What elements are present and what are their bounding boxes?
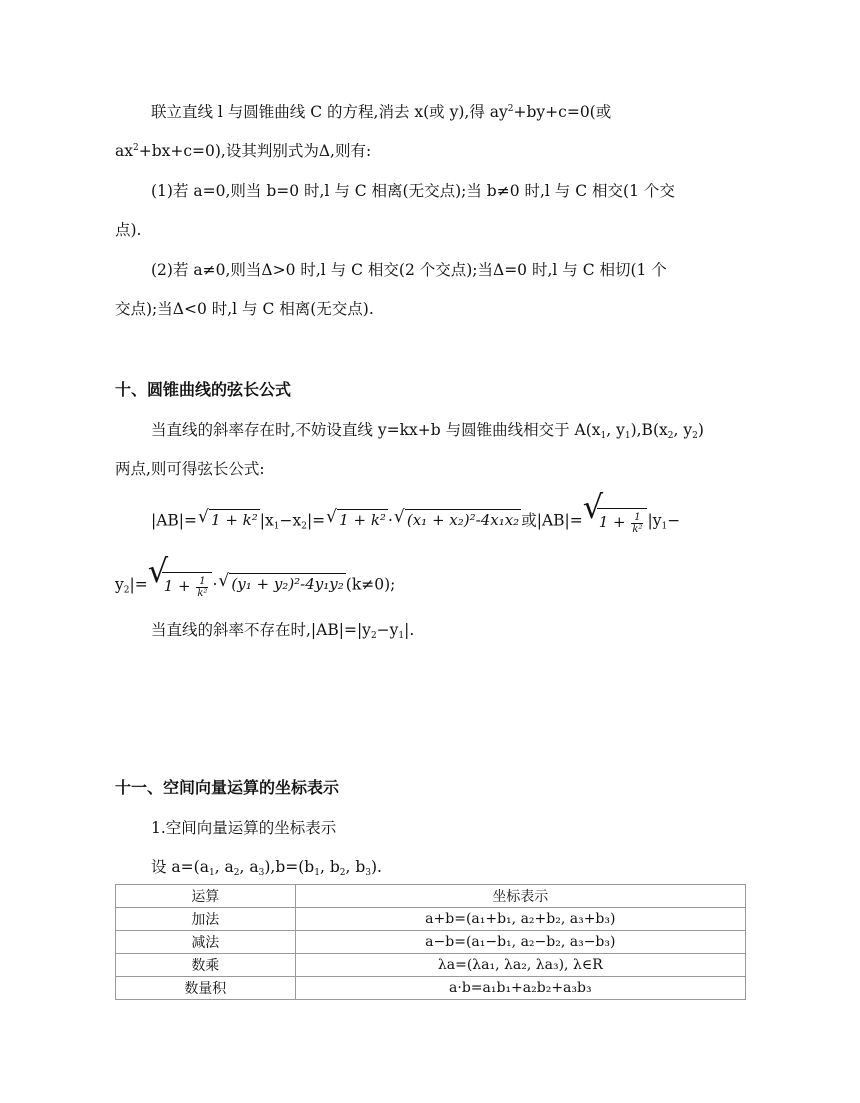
sqrt-2: √ 1 + k² (326, 509, 388, 531)
table-row (116, 977, 746, 1000)
table-row (116, 954, 746, 977)
chord-formula-line-2: $y_2|=√$ 1 + $\frac{1}{\text{k²}}$ ·√ (y₁ + y₂)²-4y₁y₂ (k≠0); (115, 572, 755, 599)
table-header-row (116, 885, 746, 908)
table-cell-op: 数量积 (116, 977, 296, 1000)
table-row (116, 931, 746, 954)
table-cell-op: 减法 (116, 931, 296, 954)
table-cell-expr: λa=(λa₁, λa₂, λa₃), λ∈R (295, 954, 745, 977)
table-header-coordinate: 坐标表示 (295, 885, 745, 908)
table-row (116, 908, 746, 931)
intro-line-3: (1)若 a=0,则当 b=0 时,l 与 C 相离(无交点);当 b≠0 时,l 与 C 相交(1 个交 (151, 182, 675, 200)
section-10-para-2: 两点,则可得弦长公式: (115, 460, 265, 478)
table-cell-op: 加法 (116, 908, 296, 931)
table-header-operation: 运算 (116, 885, 296, 908)
intro-line-4: 点). (115, 221, 142, 239)
section-10-para-3: 当直线的斜率不存在时$,|AB|=|y_2-y_1|$. (151, 621, 415, 641)
section-11-heading: 十一、空间向量运算的坐标表示 (115, 778, 340, 797)
intro-line-2: $ax^2+bx+c=0$),设其判别式为Δ,则有: (115, 142, 372, 160)
table-cell-op: 数乘 (116, 954, 296, 977)
sqrt-frac-2: √ 1 + $\frac{1}{\text{k²}}$ (148, 572, 213, 599)
table-cell-expr: a+b=(a₁+b₁, a₂+b₂, a₃+b₃) (295, 908, 745, 931)
chord-formula-line-1: |AB|=√ 1 + k² $|x_1-x_2|=√$ 1 + k² ·√ (x₁ + x₂)²-4x₁x₂ 或|AB|=√ 1 + $\frac{1}{\text{k²}}$ $|y_1-$ (151, 508, 791, 535)
sqrt-4: √ (y₁ + y₂)²-4y₁y₂ (218, 573, 345, 595)
section-11-subheading: 1.空间向量运算的坐标表示 (151, 819, 337, 837)
vector-coordinate-table (115, 884, 746, 1000)
section-10-heading: 十、圆锥曲线的弦长公式 (115, 380, 292, 399)
intro-line-5: (2)若 a≠0,则当Δ>0 时,l 与 C 相交(2 个交点);当Δ=0 时,l 与 C 相切(1 个 (151, 261, 667, 279)
table-cell-expr: a·b=a₁b₁+a₂b₂+a₃b₃ (295, 977, 745, 1000)
intro-line-1: 联立直线 l 与圆锥曲线 C 的方程,消去 x(或 y),得 $ay^2+by+c=0$(或 (151, 103, 612, 121)
vector-definition: 设 $a=(a_1$, $a_2$, $a_3),b=(b_1$, $b_2$, $b_3$). (151, 858, 382, 878)
section-10-para-1: 当直线的斜率存在时,不妨设直线 y=kx+b 与圆锥曲线相交于 $A(x_1$, $y_1),B(x_2$, $y_2$) (151, 421, 704, 441)
intro-line-6: 交点);当Δ<0 时,l 与 C 相离(无交点). (115, 300, 374, 318)
sqrt-3: √ (x₁ + x₂)²-4x₁x₂ (394, 509, 521, 531)
sqrt-1: √ 1 + k² (198, 509, 260, 531)
sqrt-frac-1: √ 1 + $\frac{1}{\text{k²}}$ (583, 508, 648, 535)
table-cell-expr: a−b=(a₁−b₁, a₂−b₂, a₃−b₃) (295, 931, 745, 954)
